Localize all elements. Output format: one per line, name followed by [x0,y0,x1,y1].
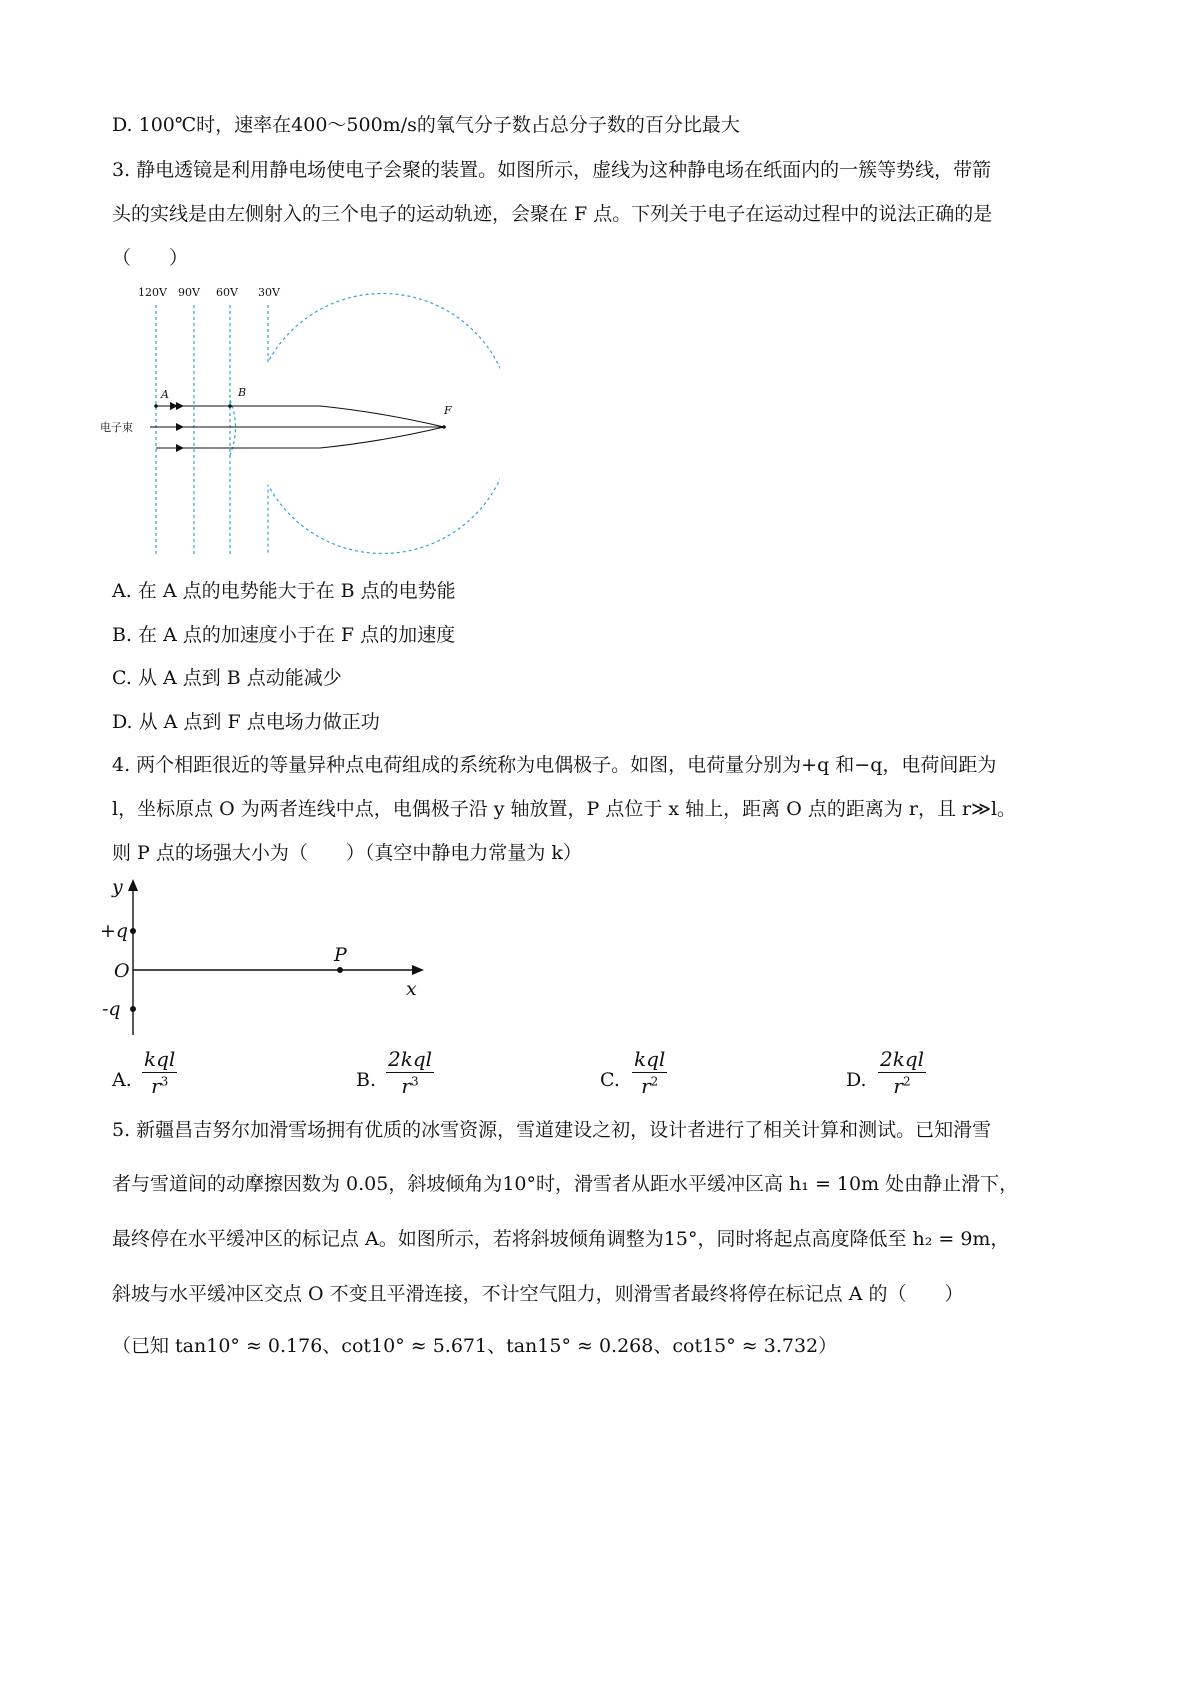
q4-option-a-fraction [142,1047,177,1098]
q4-option-c-fraction [632,1047,667,1098]
q5-stem-line4: 斜坡与水平缓冲区交点 O 不变且平滑连接，不计空气阻力，则滑雪者最终将停在标记点 A 的（ ） [112,1283,964,1305]
q4-option-b-den-exp: 3 [410,1074,419,1089]
q4-option-a-den-exp: 3 [160,1074,169,1089]
label-60v: 60V [216,286,238,299]
q4-option-a-label: A. [112,1069,132,1091]
arrow-middle [176,423,184,431]
label-plus-q: +q [100,920,129,942]
q4-option-b-fraction [386,1047,434,1098]
trajectory-top [156,406,444,427]
q4-option-c-den-exp: 2 [650,1074,659,1089]
y-axis-arrow [128,879,138,891]
label-f: F [444,404,452,417]
equipotential-30v [268,294,500,556]
q4-option-d-fraction [878,1047,926,1098]
q3-electrostatic-lens-figure [100,280,500,570]
q4-dipole-figure [100,875,440,1045]
q4-stem-line1: 4. 两个相距很近的等量异种点电荷组成的系统称为电偶极子。如图，电荷量分别为+q 和−q，电荷间距为 [112,754,997,776]
q4-option-c-numerator: kql [634,1047,666,1071]
label-o: O [114,960,130,982]
q3-option-c: C. 从 A 点到 B 点动能减少 [112,667,342,689]
label-a: A [161,388,169,401]
point-p [337,967,343,973]
q4-option-d-label: D. [846,1069,867,1091]
label-electron-beam: 电子束 [100,421,133,434]
label-minus-q: -q [102,998,121,1020]
q3-stem-line3: （ ） [112,247,189,269]
q3-stem-line2: 头的实线是由左侧射入的三个电子的运动轨迹，会聚在 F 点。下列关于电子在运动过程中的说法正确的是 [112,203,993,225]
q5-stem-line1: 5. 新疆昌吉努尔加滑雪场拥有优质的冰雪资源，雪道建设之初，设计者进行了相关计算和测试。已知滑雪 [112,1119,992,1141]
q4-option-c-label: C. [600,1069,620,1091]
q3-option-b: B. 在 A 点的加速度小于在 F 点的加速度 [112,624,456,646]
q4-option-d-numerator: 2kql [880,1047,925,1071]
q5-stem-line3: 最终停在水平缓冲区的标记点 A。如图所示，若将斜坡倾角调整为15°，同时将起点高度降低至 h₂ = 9m， [112,1228,1010,1250]
label-p: P [334,944,347,966]
trajectory-bottom [156,427,444,448]
arrow-bottom [176,444,184,452]
point-b [228,404,232,408]
q3-option-d: D. 从 A 点到 F 点电场力做正功 [112,711,380,733]
q2-option-d: D. 100℃时，速率在400～500m/s的氧气分子数占总分子数的百分比最大 [112,114,740,136]
q4-option-a-den-base: r [151,1074,161,1098]
point-a [154,404,158,408]
point-f [442,425,446,429]
charge-minus-q [130,1006,136,1012]
q3-option-a: A. 在 A 点的电势能大于在 B 点的电势能 [112,580,456,602]
q3-stem-line1: 3. 静电透镜是利用静电场使电子会聚的装置。如图所示，虚线为这种静电场在纸面内的一簇等势线，带箭 [112,159,992,181]
label-x: x [406,978,417,1000]
q4-option-a-numerator: kql [144,1047,176,1071]
q4-option-b-den-base: r [401,1074,411,1098]
q4-option-d-den-exp: 2 [902,1074,911,1089]
charge-plus-q [130,928,136,934]
label-b: B [238,386,247,399]
x-axis-arrow [412,965,424,975]
q5-stem-line5: （已知 tan10° ≈ 0.176、cot10° ≈ 5.671、tan15° ≈ 0.268、cot15° ≈ 3.732） [112,1335,838,1357]
q4-option-d-den-base: r [893,1074,903,1098]
q4-option-b-numerator: 2kql [388,1047,433,1071]
q5-stem-line2: 者与雪道间的动摩擦因数为 0.05，斜坡倾角为10°时，滑雪者从距水平缓冲区高 h₁ = 10m 处由静止滑下， [112,1173,1019,1195]
label-y: y [112,876,123,898]
label-120v: 120V [138,286,167,299]
q4-stem-line3: 则 P 点的场强大小为（ ）（真空中静电力常量为 k） [112,842,582,864]
q4-option-c-den-base: r [641,1074,651,1098]
label-30v: 30V [258,286,280,299]
label-90v: 90V [178,286,200,299]
q4-option-b-label: B. [356,1069,377,1091]
q4-stem-line2: l，坐标原点 O 为两者连线中点，电偶极子沿 y 轴放置，P 点位于 x 轴上，距离 O 点的距离为 r，且 r≫l。 [112,798,1017,820]
